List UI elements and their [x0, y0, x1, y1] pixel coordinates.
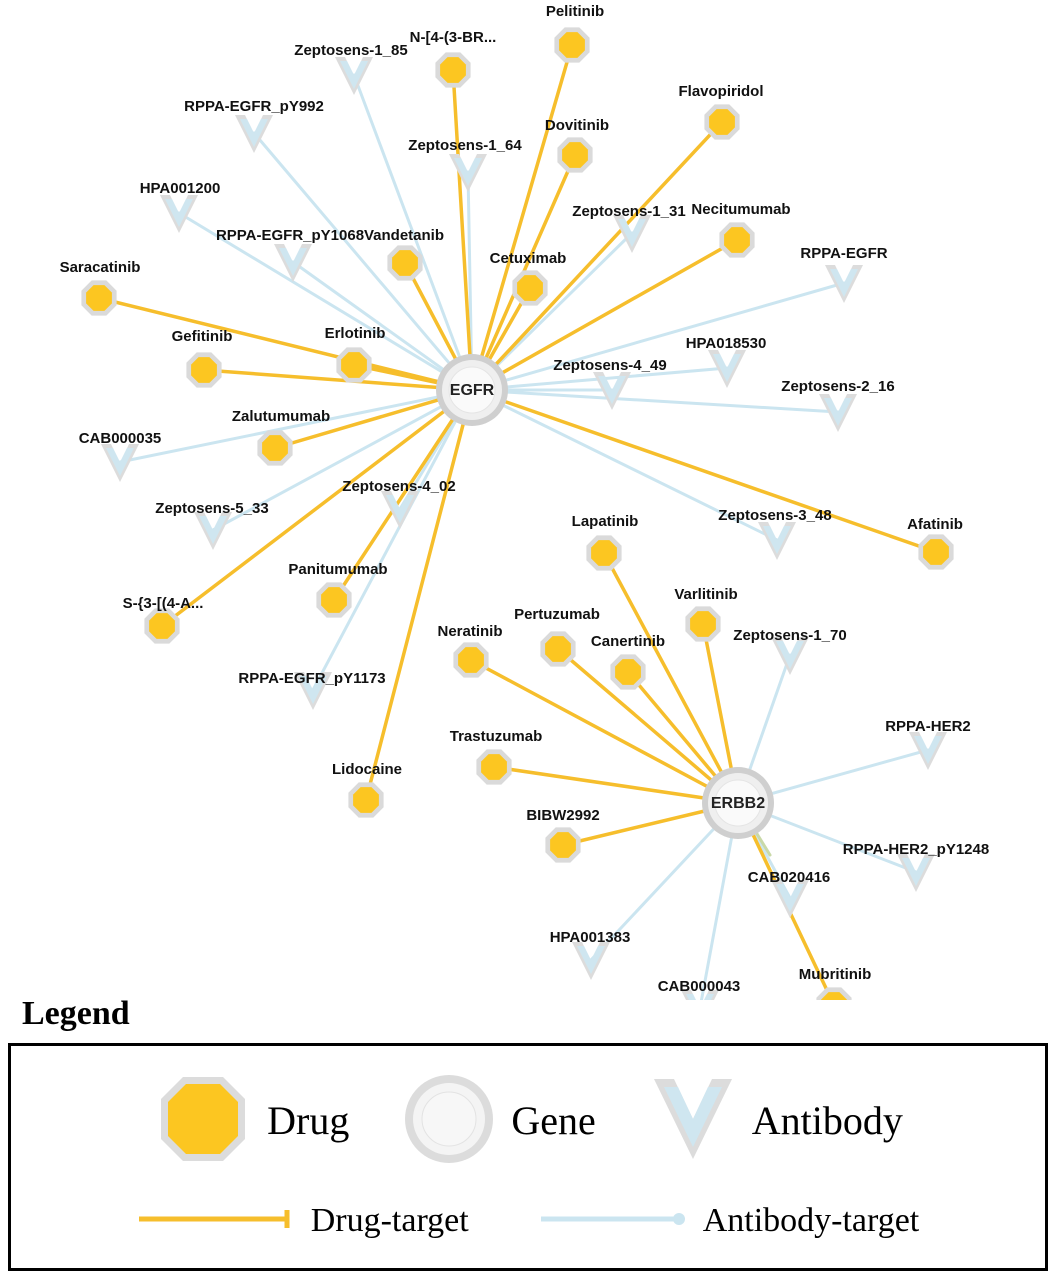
gene-node-label: EGFR	[449, 382, 495, 399]
legend-item-antibody	[648, 1071, 903, 1172]
edge-drug-target	[472, 390, 936, 552]
octagon-icon	[353, 787, 379, 813]
drug-node-label: BIBW2992	[526, 807, 600, 824]
octagon-icon	[545, 636, 571, 662]
octagon-icon	[690, 611, 716, 637]
drug-node-label: Flavopiridol	[678, 83, 764, 100]
octagon-icon	[392, 250, 418, 276]
edge-drug-target-icon	[137, 1206, 297, 1237]
drug-node[interactable]	[435, 52, 470, 87]
drug-node-label: Gefitinib	[171, 328, 233, 345]
antibody-node-label: RPPA-HER2	[885, 718, 971, 735]
legend-item-gene	[401, 1071, 595, 1172]
antibody-node-label: CAB000043	[657, 978, 741, 995]
octagon-icon	[562, 142, 588, 168]
octagon-icon	[440, 57, 466, 83]
legend-node-types	[11, 1066, 1045, 1176]
legend-title: Legend	[22, 995, 130, 1032]
drug-node[interactable]	[257, 430, 292, 465]
drug-node[interactable]	[685, 606, 720, 641]
drug-node[interactable]	[554, 27, 589, 62]
antibody-node-label: RPPA-EGFR	[800, 245, 888, 262]
antibody-node-label: RPPA-EGFR_pY992	[184, 98, 324, 115]
antibody-node[interactable]	[449, 154, 487, 192]
gene-node-label: ERBB2	[710, 795, 766, 812]
drug-node[interactable]	[144, 608, 179, 643]
drug-node[interactable]	[816, 987, 851, 1000]
drug-node[interactable]	[336, 347, 371, 382]
antibody-node[interactable]	[758, 522, 796, 560]
antibody-node[interactable]	[819, 394, 857, 432]
octagon-icon	[923, 539, 949, 565]
drug-node[interactable]	[512, 270, 547, 305]
drug-node-label: Neratinib	[437, 623, 503, 640]
drug-node-label: Erlotinib	[324, 325, 386, 342]
antibody-node-label: Zeptosens-1_64	[408, 137, 522, 154]
antibody-node-label: Zeptosens-4_02	[342, 478, 456, 495]
antibody-node[interactable]	[274, 244, 312, 282]
antibody-node-label: Zeptosens-3_48	[718, 507, 832, 524]
octagon-icon	[481, 754, 507, 780]
octagon-icon	[724, 227, 750, 253]
octagon-icon	[550, 832, 576, 858]
drug-node[interactable]	[610, 654, 645, 689]
antibody-node-label: HPA001200	[139, 180, 221, 197]
legend-item-antibody-target	[539, 1204, 920, 1238]
legend-item-drug	[153, 1069, 349, 1174]
antibody-node[interactable]	[825, 265, 863, 303]
drug-node[interactable]	[704, 104, 739, 139]
legend-edge-types	[11, 1186, 1045, 1256]
antibody-node[interactable]	[897, 854, 935, 892]
antibody-node-label: Zeptosens-2_16	[781, 378, 895, 395]
drug-node-label: N-[4-(3-BR...	[409, 29, 497, 46]
octagon-icon	[591, 540, 617, 566]
edge-antibody-target-icon	[539, 1206, 689, 1237]
drug-node-label: Pelitinib	[545, 3, 605, 20]
antibody-node[interactable]	[572, 942, 610, 980]
drug-node[interactable]	[545, 827, 580, 862]
drug-node-label: Dovitinib	[544, 117, 610, 134]
drug-node[interactable]	[453, 642, 488, 677]
drug-node[interactable]	[186, 352, 221, 387]
drug-node[interactable]	[540, 631, 575, 666]
drug-node-label: Cetuximab	[489, 250, 567, 267]
drug-node-label: Canertinib	[590, 633, 666, 650]
drug-node-label: Vandetanib	[363, 227, 445, 244]
octagon-icon	[341, 352, 367, 378]
drug-node-label: Pertuzumab	[514, 606, 600, 623]
octagon-icon	[709, 109, 735, 135]
octagon-icon	[615, 659, 641, 685]
edge-antibody-target	[120, 390, 472, 462]
antibody-node-label: Zeptosens-1_70	[733, 627, 847, 644]
octagon-icon	[149, 613, 175, 639]
antibody-node[interactable]	[101, 444, 139, 482]
drug-node[interactable]	[316, 582, 351, 617]
drug-node[interactable]	[586, 535, 621, 570]
octagon-icon	[559, 32, 585, 58]
drug-node[interactable]	[476, 749, 511, 784]
circle-icon	[401, 1071, 497, 1172]
legend-label-antibody-target: Antibody-target	[702, 1202, 920, 1239]
antibody-node[interactable]	[909, 732, 947, 770]
antibody-node-label: HPA001383	[549, 929, 631, 946]
antibody-node-label: Zeptosens-5_33	[155, 500, 269, 517]
antibody-node-label: Zeptosens-4_49	[553, 357, 667, 374]
antibody-node-label: Zeptosens-1_31	[572, 203, 686, 220]
edge-antibody-target	[313, 390, 472, 690]
octagon-icon	[153, 1069, 253, 1174]
antibody-node-label: HPA018530	[685, 335, 767, 352]
drug-node-label: Lapatinib	[571, 513, 639, 530]
drug-node-label: Necitumumab	[691, 201, 791, 218]
drug-node[interactable]	[918, 534, 953, 569]
octagon-icon	[321, 587, 347, 613]
antibody-node-label: CAB020416	[747, 869, 831, 886]
legend-panel	[8, 1043, 1048, 1271]
legend-label-antibody: Antibody	[751, 1098, 903, 1143]
drug-node[interactable]	[348, 782, 383, 817]
nodes-layer	[60, 3, 990, 1000]
octagon-icon	[191, 357, 217, 383]
drug-node-label: Panitumumab	[288, 561, 388, 578]
antibody-node-label: RPPA-EGFR_pY1173	[238, 670, 386, 687]
antibody-node-label: Zeptosens-1_85	[294, 42, 408, 59]
drug-node-label: Mubritinib	[798, 966, 872, 983]
antibody-node[interactable]	[160, 195, 198, 233]
octagon-icon	[262, 435, 288, 461]
legend-label-drug: Drug	[267, 1098, 350, 1143]
antibody-node-label: RPPA-EGFR_pY1068	[215, 227, 365, 244]
antibody-node[interactable]	[335, 57, 373, 95]
drug-node-label: Zalutumumab	[231, 408, 331, 425]
drug-node[interactable]	[387, 245, 422, 280]
antibody-node[interactable]	[194, 512, 232, 550]
octagon-icon	[458, 647, 484, 673]
octagon-icon	[86, 285, 112, 311]
drug-node-label: S-{3-[(4-A...	[122, 595, 204, 612]
antibody-node-label: CAB000035	[78, 430, 162, 447]
legend-label-drug-target: Drug-target	[310, 1202, 469, 1239]
drug-node-label: Afatinib	[907, 516, 963, 533]
chevron-down-icon	[648, 1071, 738, 1172]
legend-label-gene: Gene	[511, 1098, 596, 1143]
antibody-node-label: RPPA-HER2_pY1248	[842, 841, 990, 858]
drug-node-label: Lidocaine	[331, 761, 403, 778]
drug-node[interactable]	[81, 280, 116, 315]
drug-node[interactable]	[557, 137, 592, 172]
drug-node[interactable]	[719, 222, 754, 257]
drug-node-label: Saracatinib	[59, 259, 141, 276]
octagon-icon	[517, 275, 543, 301]
drug-node-label: Varlitinib	[674, 586, 738, 603]
legend-item-drug-target	[137, 1204, 469, 1238]
drug-node-label: Trastuzumab	[449, 728, 543, 745]
